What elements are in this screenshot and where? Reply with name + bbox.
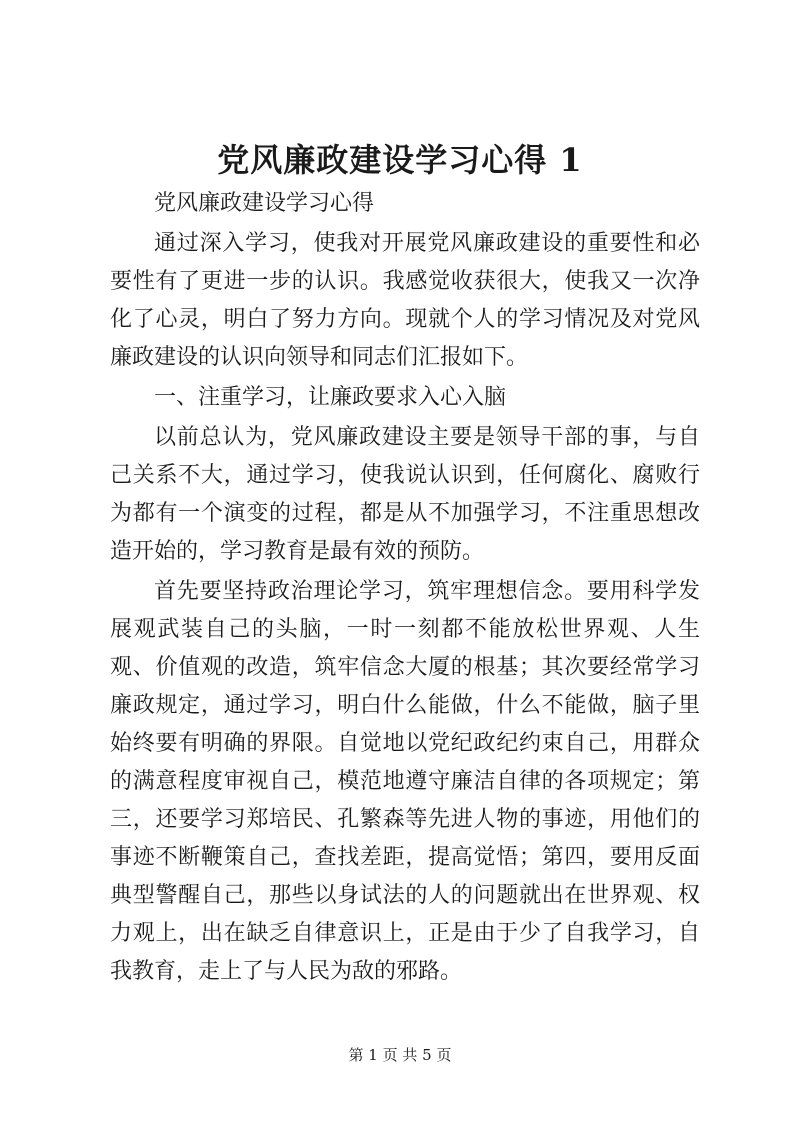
paragraph-body: 以前总认为，党风廉政建设主要是领导干部的事，与自己关系不大，通过学习，使我说认识到，任何腐化、腐败行为都有一个演变的过程，都是从不加强学习，不注重思想改造开始的，学习教育是最有效的预防。 [110,425,700,564]
document-title: 党风廉政建设学习心得 1 [217,141,583,179]
paragraph-intro: 通过深入学习，使我对开展党风廉政建设的重要性和必要性有了更进一步的认识。我感觉收获很大，使我又一次净化了心灵，明白了努力方向。现就个人的学习情况及对党风廉政建设的认识向领导和同志们汇报如下。 [110,231,700,370]
section-heading: 一、注重学习，让廉政要求入心入脑 [154,385,507,410]
paragraph-subtitle: 党风廉政建设学习心得 [154,191,375,216]
page-footer: 第 1 页 共 5 页 [348,1046,452,1064]
document-body [110,185,700,991]
paragraph-body: 首先要坚持政治理论学习，筑牢理想信念。要用科学发展观武装自己的头脑，一时一刻都不能放松世界观、人生观、价值观的改造，筑牢信念大厦的根基；其次要经常学习廉政规定，通过学习，明白什么能做，什么不能做，脑子里始终要有明确的界限。自觉地以党纪政纪约束自己，用群众的满意程度审视自己，模范地遵守廉洁自律的各项规定；第三，还要学习郑培民、孔繁森等先进人物的事迹，用他们的事迹不断鞭策自己，查找差距，提高觉悟；第四，要用反面典型警醒自己，那些以身试法的人的问题就出在世界观、权力观上，出在缺乏自律意识上，正是由于少了自我学习，自我教育，走上了与人民为敌的邪路。 [110,579,700,984]
